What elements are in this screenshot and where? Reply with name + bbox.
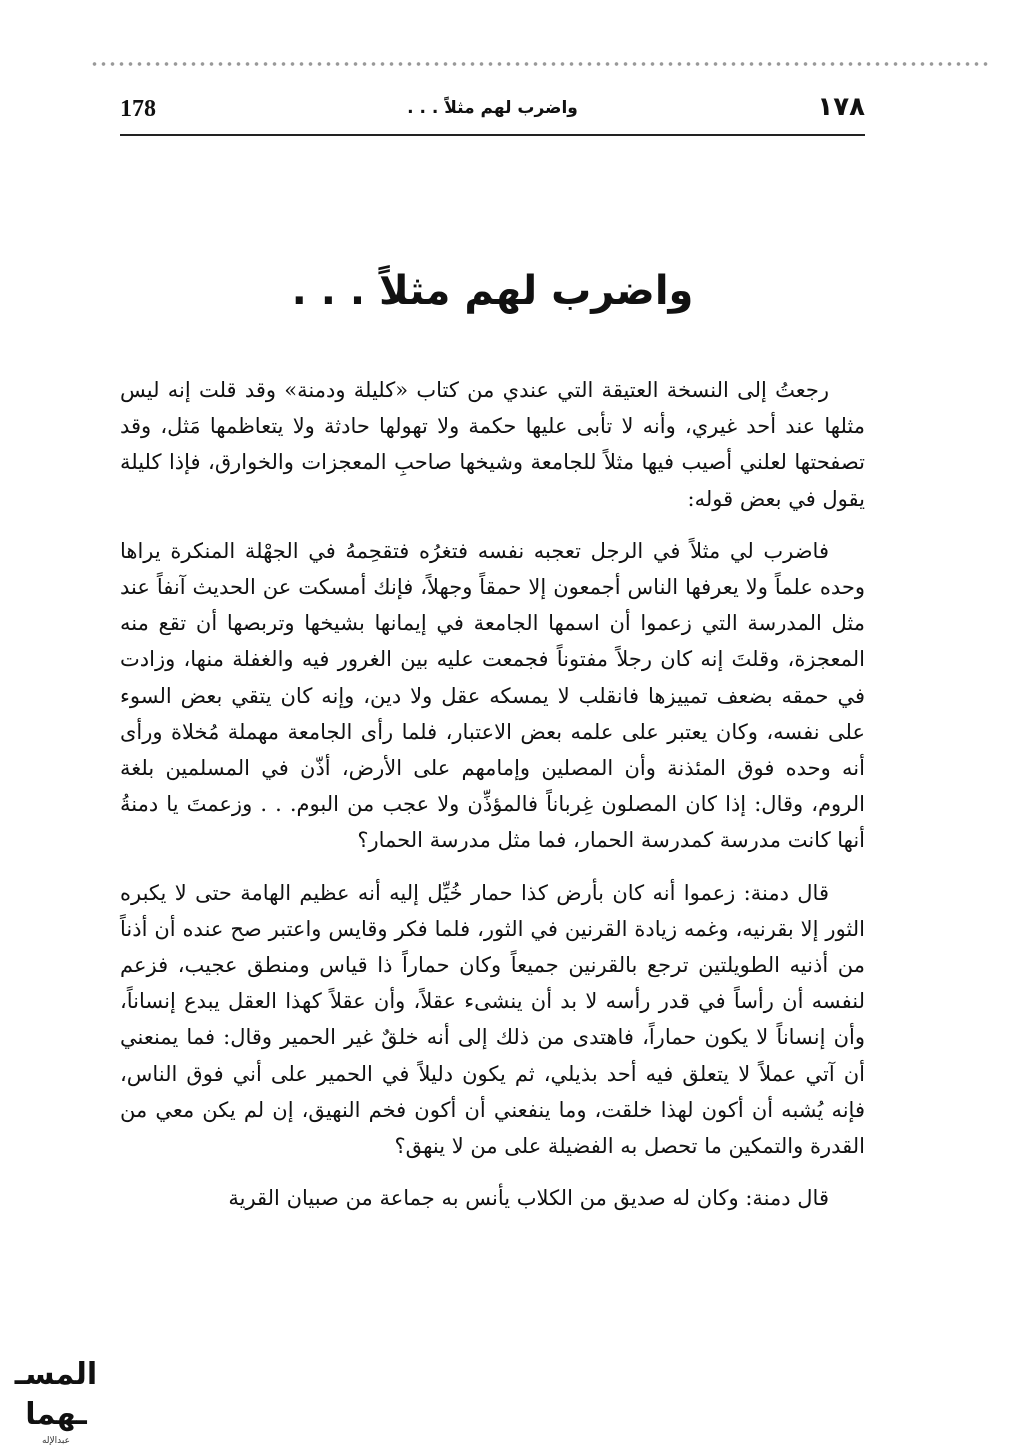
paragraph: قال دمنة: وكان له صديق من الكلاب يأنس به جماعة من صبيان القرية xyxy=(228,1186,829,1211)
page-header xyxy=(120,88,865,132)
paragraph: فاضرب لي مثلاً في الرجل تعجبه نفسه فتغرُه فتقحِمهُ في الجهْلة المنكرة يراها وحده علماً ولا يعرفها الناس أجمعون إلا حمقاً وجهلاً، فإنك أمسكت عن الحديث آنفاً عند مثل المدرسة التي زعموا أن اسمها الجامعة في إيمانها بشيخها وتربصها أن تقع منه المعجزة، وقلتَ إنه كان رجلاً مفتوناً فجمعت عليه بين الغرور فيه والغفلة منها، وزادت في حمقه بضعف تمييزها فانقلب لا يمسكه عقل ولا دين، وإنه كان يتقي بعض السوء على نفسه، وكان يعتبر على علمه بعض الاعتبار، فلما رأى الجامعة مهملة مُخلاة ورأى أنه وحده فوق المئذنة وأن المصلين وإمامهم على الأرض، أذّن في المسلمين بلغة الروم، وقال: إذا كان المصلون غِرباناً فالمؤذِّن ولا عجب من البوم. . . وزعمتَ يا دمنةُ أنها كانت مدرسة كمدرسة الحمار، فما مثل مدرسة الحمار؟ xyxy=(120,538,865,853)
library-stamp-logo xyxy=(0,1355,112,1446)
stamp-sub-text: عبدالإله xyxy=(41,1436,70,1446)
page-number-latin: 178 xyxy=(120,96,156,122)
decorative-dotted-border xyxy=(90,58,990,70)
stamp-main-text: المسـ ـهما xyxy=(14,1357,98,1432)
paragraph: قال دمنة: زعموا أنه كان بأرض كذا حمار خُيِّل إليه أنه عظيم الهامة حتى لا يكبره الثور إلا بقرنيه، وغمه زيادة القرنين في الثور، فلما فكر وقايس واعتبر صح عنده أن أذناً من أذنيه الطويلتين ترجع بالقرنين جميعاً وكان حماراً ذا قياس ومنطق عجيب، فزعم لنفسه أن رأساً في قدر رأسه لا بد أن ينشىء عقلاً، وأن عقلاً كهذا العقل يبدع إنساناً، وأن إنساناً لا يكون حماراً، فاهتدى من ذلك إلى أنه خلقٌ غير الحمير وقال: فما يمنعني أن آتي عملاً لا يتعلق فيه أحد بذيلي، ثم يكون دليلاً في الحمير على أني فوق الناس، فإنه يُشبه أن أكون لهذا خلقت، وما ينفعني أن أكون فخم النهيق، إن لم يكن معي من القدرة والتمكين ما تحصل به الفضيلة على من لا ينهق؟ xyxy=(120,880,865,1159)
body-text xyxy=(120,372,865,1232)
running-title: واضرب لهم مثلاً . . . xyxy=(407,98,578,118)
chapter-title: واضرب لهم مثلاً . . . xyxy=(291,268,694,314)
header-rule xyxy=(120,134,865,136)
page-number-arabic: ١٧٨ xyxy=(817,92,865,122)
paragraph: رجعتُ إلى النسخة العتيقة التي عندي من كتاب «كليلة ودمنة» وقد قلت إنه ليس مثلها عند أحد غيري، وأنه لا تأبى عليها حكمة ولا تهولها حادثة ولا يتعاظمها مَثل، وقد تصفحتها لعلني أصيب فيها مثلاً للجامعة وشيخها صاحبِ المعجزات والخوارق، فإذا كليلة يقول في بعض قوله: xyxy=(120,378,865,511)
